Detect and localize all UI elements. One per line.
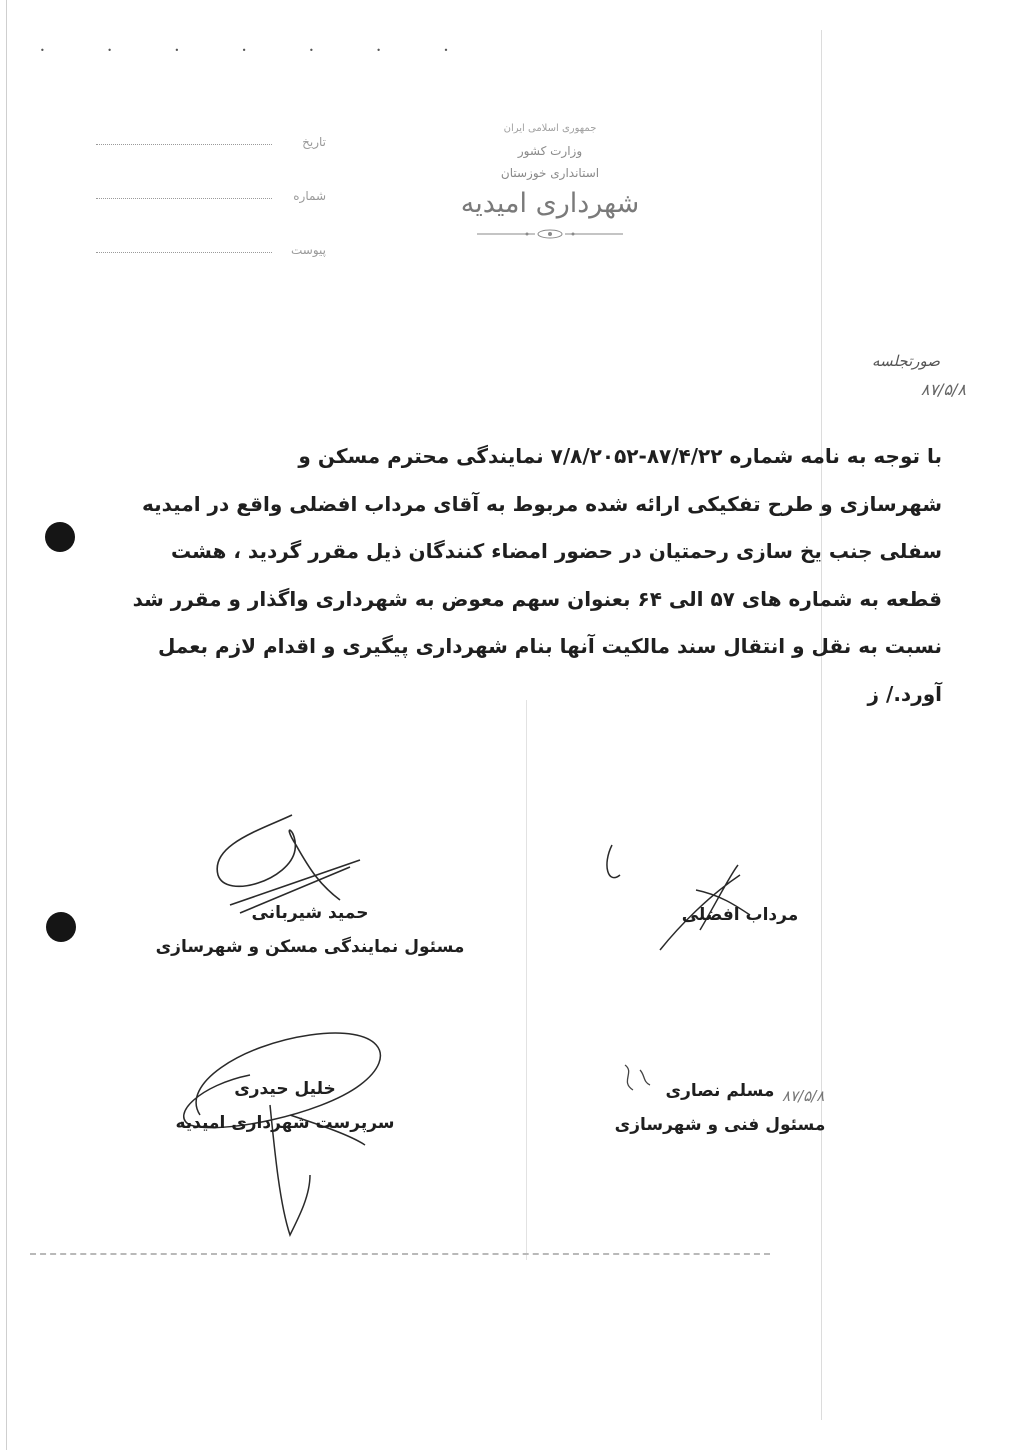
letterhead-ministry: وزارت کشور xyxy=(517,144,583,158)
scan-specks: • • • • • • • xyxy=(40,46,479,55)
signatory-name: مرداب افضلی xyxy=(681,905,799,925)
letterhead xyxy=(420,118,680,240)
signature-block xyxy=(150,1072,420,1140)
body-line: با توجه به نامه شماره ۸۷/۴/۲۲-۷/۸/۲۰۵۲ نمایندگی محترم مسکن و xyxy=(298,444,942,468)
body-text xyxy=(116,433,942,719)
attachment-dots xyxy=(96,251,272,253)
number-dots xyxy=(96,197,272,199)
signatory-name: خلیل حیدری xyxy=(234,1079,336,1099)
signatory-name: حمید شیربانی xyxy=(251,903,369,923)
document-heading: صورتجلسه xyxy=(872,352,940,370)
punch-hole xyxy=(45,522,75,552)
scan-edge xyxy=(6,0,7,1450)
attachment-field xyxy=(96,230,326,257)
date-field xyxy=(96,122,326,149)
signatory-title: مسئول فنی و شهرسازی xyxy=(614,1115,826,1135)
punch-hole xyxy=(46,912,76,942)
ornament-icon xyxy=(475,228,625,240)
body-line: نسبت به نقل و انتقال سند مالکیت آنها بنام شهرداری پیگیری و اقدام لازم بعمل xyxy=(157,634,942,659)
date-dots xyxy=(96,143,272,145)
attachment-label: پیوست xyxy=(291,243,326,257)
signature-block xyxy=(640,898,840,932)
signature-block xyxy=(150,896,470,964)
letterhead-governorate: استانداری خوزستان xyxy=(500,166,600,180)
fold-line xyxy=(821,30,822,1420)
body-line: آورد./ ز xyxy=(867,681,942,706)
letterhead-country: جمهوری اسلامی ایران xyxy=(503,123,597,134)
signature-date: ۸۷/۵/۸ xyxy=(782,1087,825,1105)
signatory-title: مسئول نمایندگی مسکن و شهرسازی xyxy=(155,937,465,957)
letter-meta xyxy=(96,122,326,284)
number-field xyxy=(96,176,326,203)
fold-line xyxy=(526,700,527,1260)
signatory-name: مسلم نصاری xyxy=(665,1081,775,1101)
letterhead-org: شهرداری امیدیه xyxy=(460,188,640,219)
body-line: شهرسازی و طرح تفکیکی ارائه شده مربوط به آقای مرداب افضلی واقع در امیدیه xyxy=(141,491,942,516)
signatory-title: سرپرست شهرداری امیدیه xyxy=(175,1113,395,1133)
body-line: سفلی جنب یخ سازی رحمتیان در حضور امضاء کنندگان ذیل مقرر گردید ، هشت xyxy=(170,539,942,564)
date-label: تاریخ xyxy=(302,135,326,149)
bottom-divider xyxy=(30,1253,770,1255)
signature-block xyxy=(600,1074,840,1142)
number-label: شماره xyxy=(293,189,326,203)
heading-date: ۸۷/۵/۸ xyxy=(920,380,966,399)
signature-scribble xyxy=(600,835,760,955)
body-line: قطعه به شماره های ۵۷ الی ۶۴ بعنوان سهم معوض به شهرداری واگذار و مقرر شد xyxy=(132,586,942,611)
